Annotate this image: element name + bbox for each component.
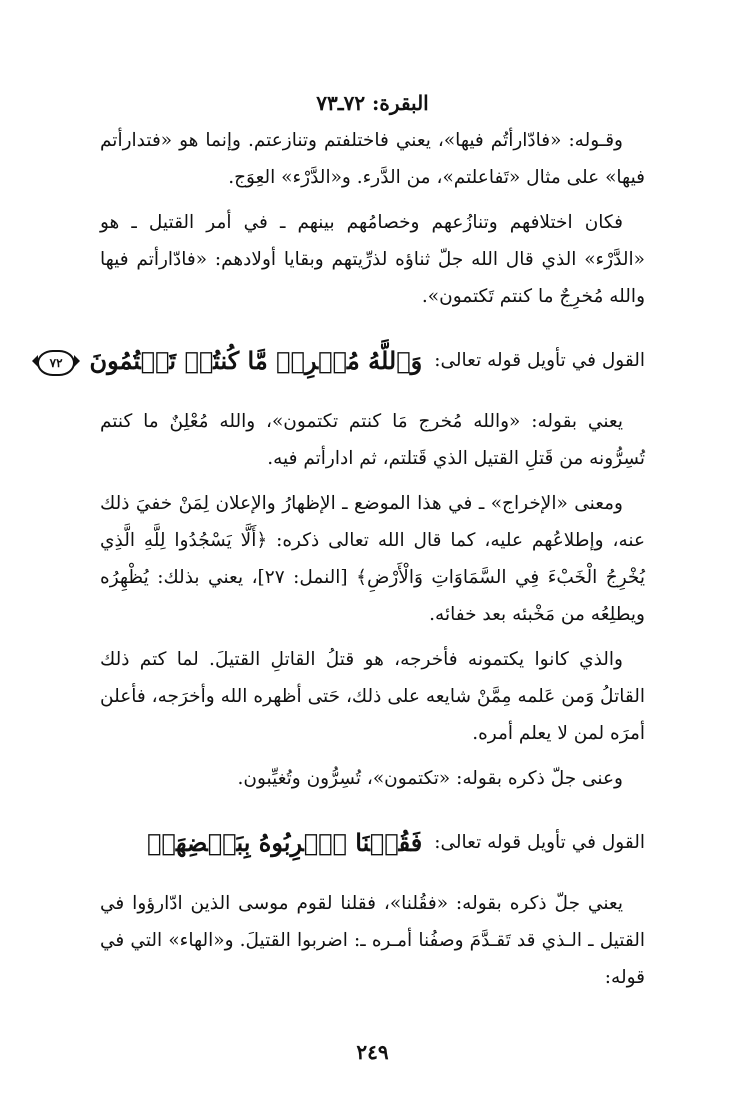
section-label: القول في تأويل قوله تعالى: (434, 350, 645, 371)
page-header: البقرة: ٧٢ـ٧٣ (316, 91, 429, 115)
paragraph-4: ومعنى «الإخراج» ـ في هذا الموضع ـ الإظهارُ والإعلان لِمَنْ خفيَ ذلك عنه، وإطلاعُهم عليه، كما قال الله تعالى ذكره: ﴿أَلَّا يَسْجُدُوا لِلَّهِ الَّذِي يُخْرِجُ الْخَبْءَ فِي السَّمَاوَاتِ وَالْأَرْضِ﴾ [النمل: ٢٧]، يعني بذلك: يُظْهِرُه ويطلِعُه من مَخْبئه بعد خفائه. (100, 493, 645, 625)
paragraph-2: فكان اختلافهم وتنازُعهم وخصامُهم بينهم ـ في أمر القتيل ـ هو «الدَّرْء» الذي قال الله جلّ ثناؤه لذرِّيتهم وبقايا أولادهم: «فادّارأتم فيها والله مُخرِجٌ ما كنتم تَكتمون». (100, 212, 645, 307)
page-number: ٢٤٩ (356, 1040, 389, 1064)
section-heading-1 (49, 341, 645, 381)
section-heading-2 (100, 823, 645, 863)
paragraph-1: وقـوله: «فادّارأتُم فيها»، يعني فاختلفتم وتنازعتم. وإنما هو «فتدارأتم فيها» على مثال «تَفاعلتم»، من الدَّرء. و«الدَّرْء» العِوَج. (100, 130, 645, 188)
paragraph-6: وعنى جلّ ذكره بقوله: «تكتمون»، تُسِرُّون وتُغيِّبون. (237, 768, 623, 789)
document-page (49, 88, 645, 1054)
ayah-number-icon: ٧٢ (37, 350, 75, 376)
quran-verse (37, 341, 422, 381)
quran-verse: فَقُلۡنَا ٱضۡرِبُوهُ بِبَعۡضِهَاۚ (147, 828, 423, 857)
paragraph-5: والذي كانوا يكتمونه فأخرجه، هو قتلُ القاتلِ القتيلَ. لما كتم ذلك القاتلُ وَمن عَلمه مِمَّنْ شايعه على ذلك، حَتى أظهره الله وأخرَجه، فأعلن أمرَه لمن لا يعلم أمره. (100, 649, 645, 744)
verse-text: وَٱللَّهُ مُخۡرِجٞ مَّا كُنتُمۡ تَكۡتُمُونَ (89, 346, 423, 375)
paragraph-3: يعني بقوله: «والله مُخرج مَا كنتم تكتمون»، والله مُعْلِنٌ ما كنتم تُسِرُّونه من قَتلِ القتيل الذي قَتلتم، ثم ادارأتم فيه. (100, 411, 645, 469)
paragraph-7: يعني جلّ ذكره بقوله: «فقُلنا»، فقلنا لقوم موسى الذين ادّارؤوا في القتيل ـ الـذي قد تَقـدَّمَ وصفُنا أمـره ـ: اضربوا القتيلَ. و«الهاء» التي في قوله: (100, 893, 645, 988)
section-label: القول في تأويل قوله تعالى: (434, 832, 645, 853)
